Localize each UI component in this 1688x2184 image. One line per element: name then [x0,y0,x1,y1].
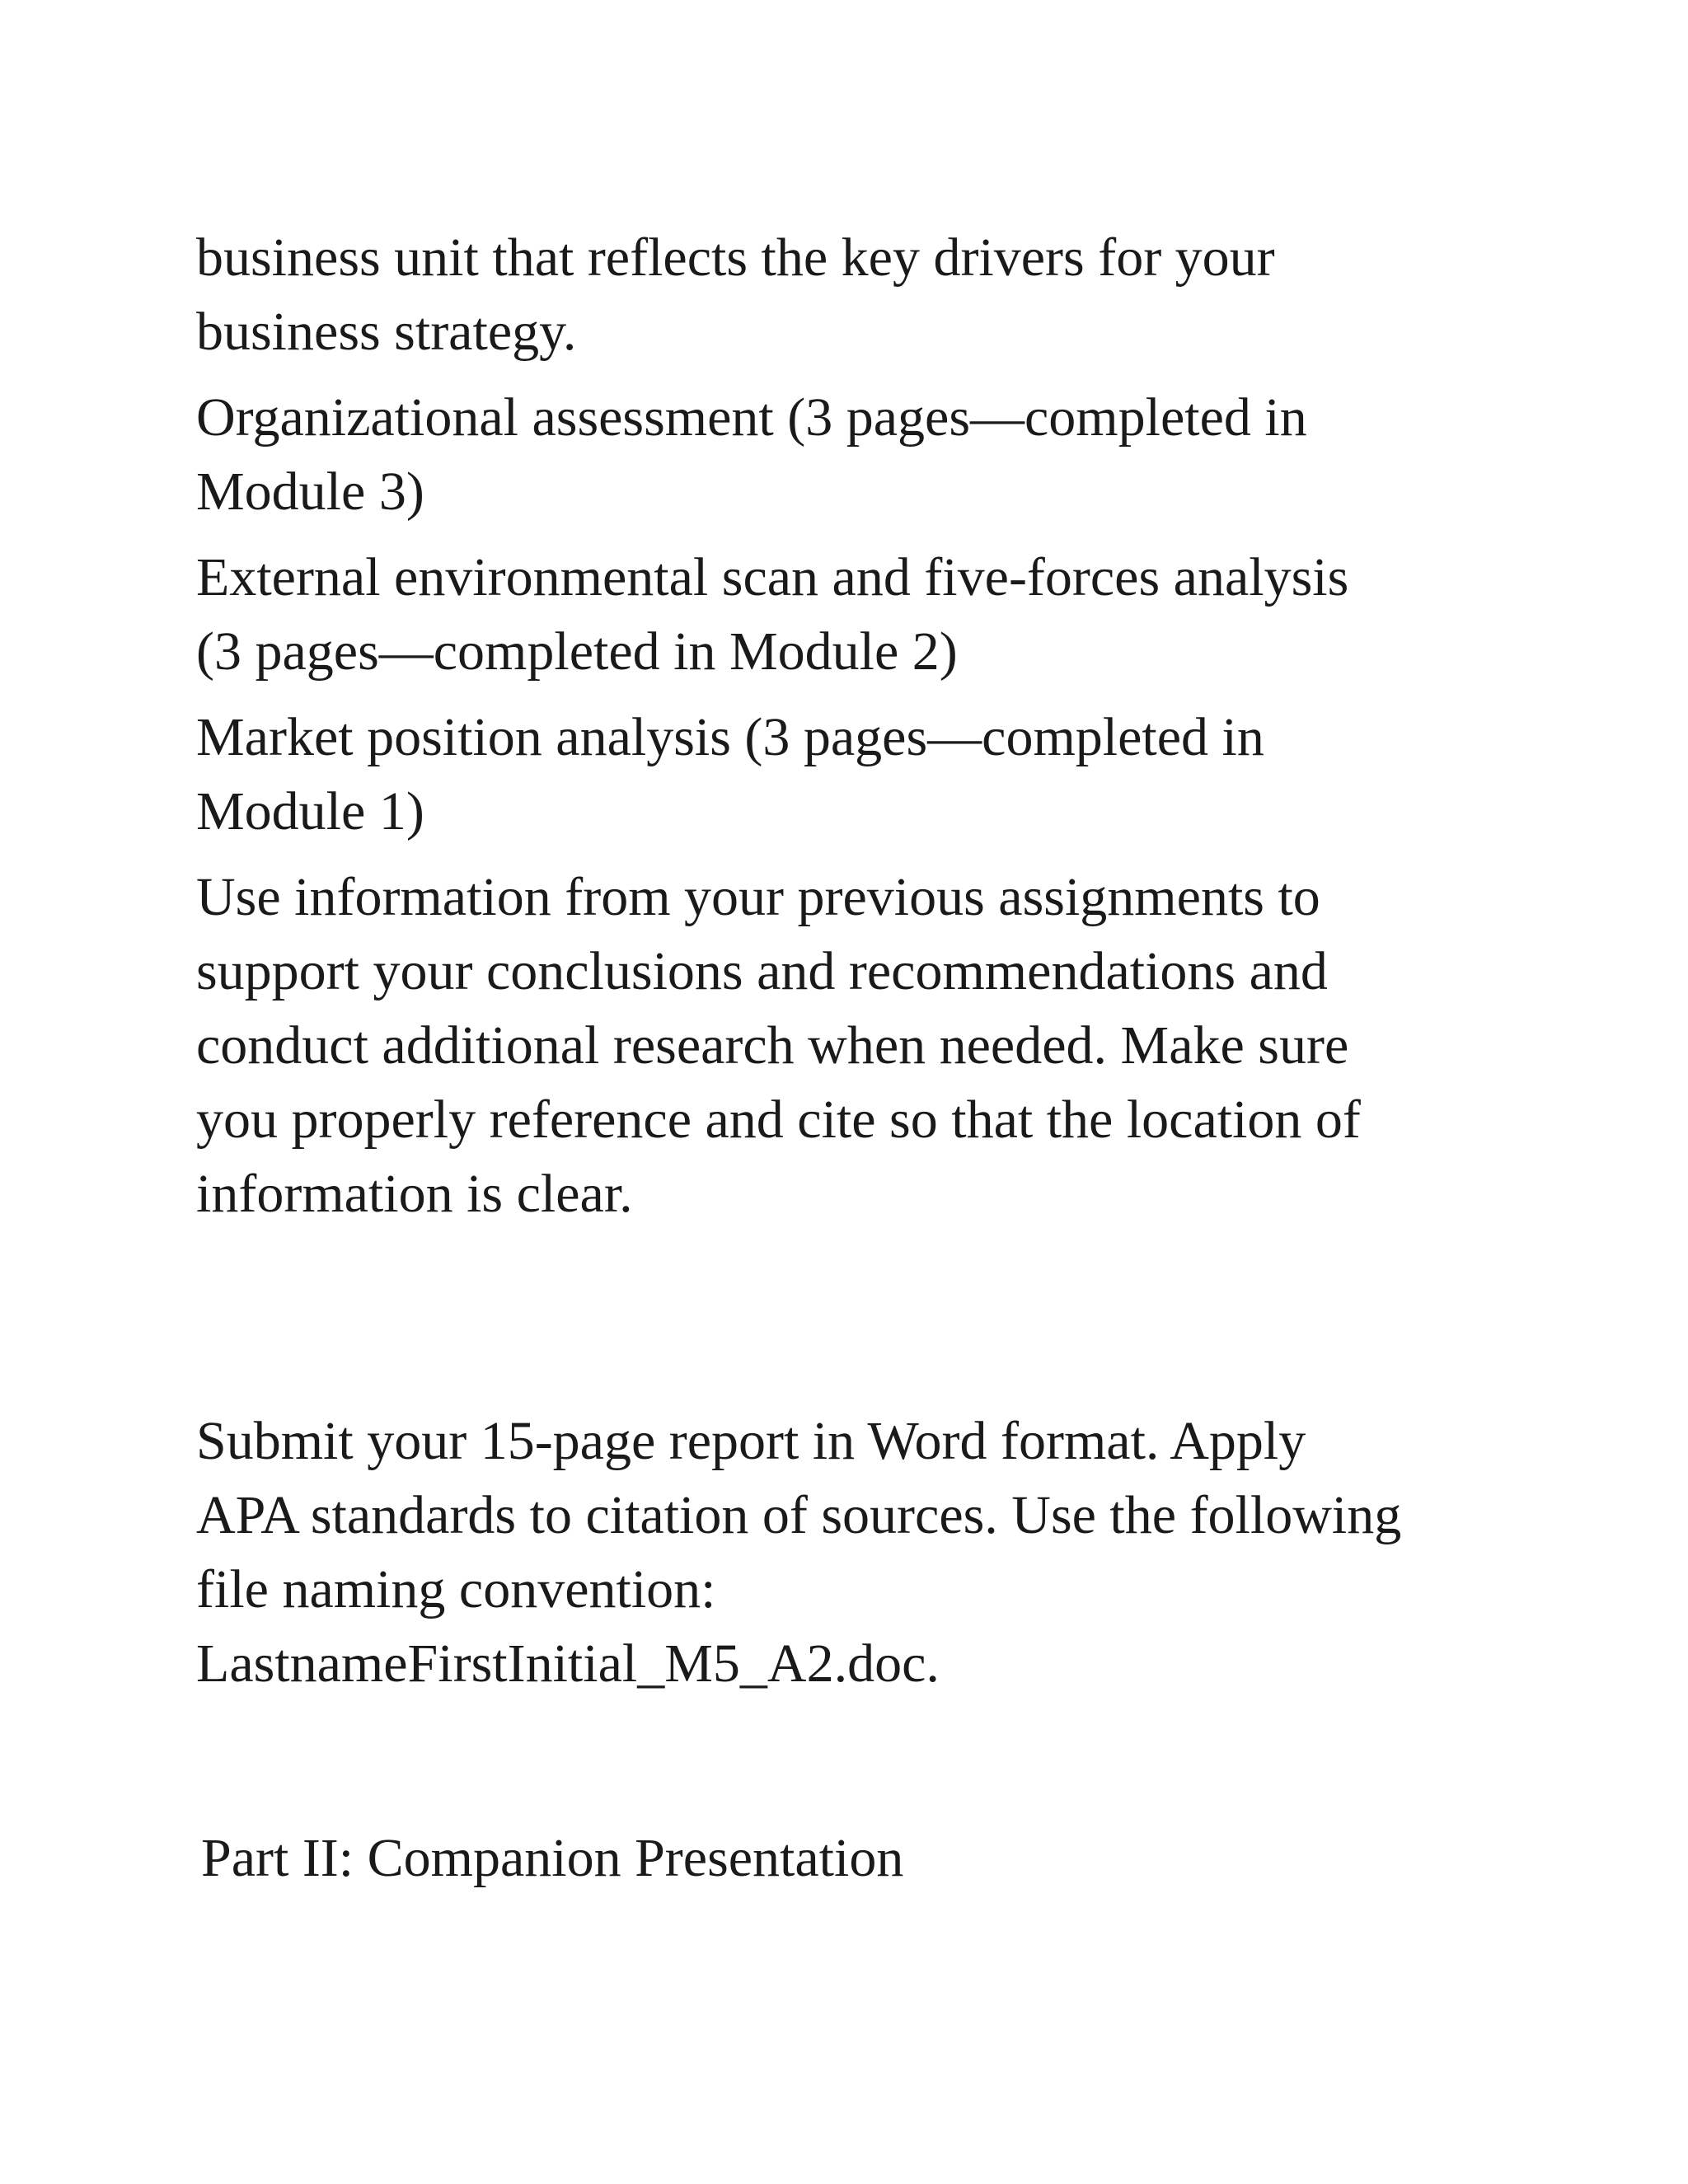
paragraph-business-strategy [196,221,1515,369]
text-line: file naming convention: [196,1559,716,1619]
paragraph-submission [196,1404,1515,1701]
paragraph-organizational-assessment [196,381,1515,529]
text-line: you properly reference and cite so that the location of [196,1090,1361,1150]
paragraph-use-information [196,860,1515,1231]
text-line: LastnameFirstInitial_M5_A2.doc. [196,1633,940,1694]
text-line: business unit that reflects the key drivers for your [196,227,1275,288]
text-line: Market position analysis (3 pages—completed in [196,707,1264,767]
paragraph-market-position [196,701,1515,849]
text-line: support your conclusions and recommendations and [196,941,1328,1001]
text-line: External environmental scan and five-forces analysis [196,547,1349,607]
text-line: Use information from your previous assignments to [196,867,1320,927]
text-line: (3 pages—completed in Module 2) [196,621,958,682]
document-body [196,221,1515,1907]
text-line: Module 3) [196,462,424,522]
text-line: Module 1) [196,781,424,841]
text-line: business strategy. [196,302,577,362]
text-line: information is clear. [196,1164,633,1224]
section-heading: Part II: Companion Presentation [201,1828,904,1888]
text-line: conduct additional research when needed. Make sure [196,1015,1349,1076]
text-line: APA standards to citation of sources. Use the following [196,1485,1402,1545]
blank-space [196,1713,1515,1821]
text-line: Organizational assessment (3 pages—completed in [196,387,1307,448]
blank-space [196,1243,1515,1404]
text-line: Submit your 15-page report in Word format. Apply [196,1411,1306,1471]
paragraph-external-scan [196,541,1515,689]
